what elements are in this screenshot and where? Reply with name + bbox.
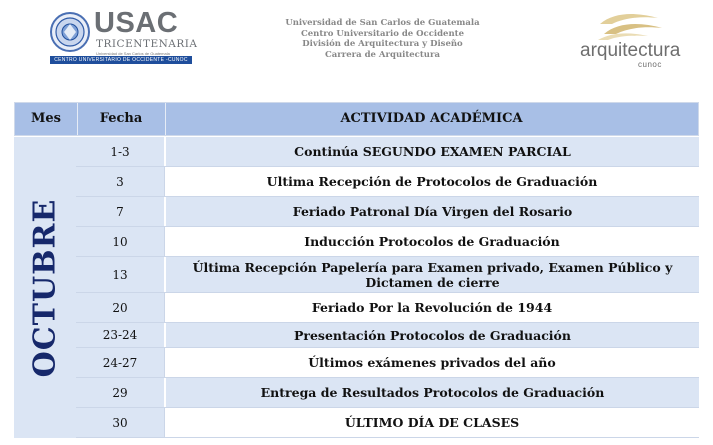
row-actividad: Feriado Patronal Día Virgen del Rosario [164,197,699,226]
usac-tricentenaria: TRICENTENARIA [96,38,198,50]
table-row [76,293,699,323]
row-actividad: Última Recepción Papelería para Examen privado, Examen Público y Dictamen de cierre [164,257,699,292]
table-row [76,197,699,227]
row-actividad: Ultima Recepción de Protocolos de Graduación [164,167,699,196]
heading-line-1: Universidad de San Carlos de Guatemala [285,18,480,28]
table-row [76,137,699,167]
row-actividad: Últimos exámenes privados del año [164,348,699,377]
table-row [76,227,699,257]
table-row [76,323,699,348]
usac-logo [50,7,198,64]
arquitectura-wordmark: arquitectura [580,40,681,61]
institution-heading [270,18,495,60]
table-header [14,102,699,136]
table-row [76,348,699,378]
arquitectura-subtitle: cunoc [638,60,662,69]
row-actividad: Continúa SEGUNDO EXAMEN PARCIAL [164,137,699,166]
usac-subtitle: Universidad de San Carlos de Guatemala [96,51,170,56]
academic-calendar-table [14,102,699,438]
heading-line-4: Carrera de Arquitectura [325,49,440,60]
arquitectura-logo [580,10,700,70]
cunoc-bar: CENTRO UNIVERSITARIO DE OCCIDENTE -CUNOC [50,56,192,64]
row-fecha: 24-27 [76,348,164,377]
table-row [76,378,699,408]
row-fecha: 1-3 [76,137,164,166]
row-fecha: 13 [76,257,164,292]
arquitectura-mark-icon [596,10,666,42]
usac-wordmark: USAC [94,7,179,39]
document-header [0,0,713,100]
row-actividad: Entrega de Resultados Protocolos de Graduación [164,378,699,407]
row-actividad: Feriado Por la Revolución de 1944 [164,293,699,322]
table-row [76,408,699,438]
table-row [76,167,699,197]
row-actividad: ÚLTIMO DÍA DE CLASES [164,408,699,437]
header-actividad: ACTIVIDAD ACADÉMICA [340,111,523,126]
row-fecha: 10 [76,227,164,256]
table-row [76,257,699,293]
row-fecha: 20 [76,293,164,322]
usac-seal-icon [50,10,90,58]
row-fecha: 3 [76,167,164,196]
row-fecha: 23-24 [76,323,164,347]
row-actividad: Presentación Protocolos de Graduación [164,323,699,347]
header-mes: Mes [31,111,61,126]
heading-line-3: División de Arquitectura y Diseño [302,39,463,49]
row-fecha: 30 [76,408,164,437]
month-cell [14,137,76,438]
row-actividad: Inducción Protocolos de Graduación [164,227,699,256]
header-fecha: Fecha [99,111,143,126]
row-fecha: 29 [76,378,164,407]
heading-line-2: Centro Universitario de Occidente [301,28,464,39]
row-fecha: 7 [76,197,164,226]
month-label: OCTUBRE [27,198,63,378]
